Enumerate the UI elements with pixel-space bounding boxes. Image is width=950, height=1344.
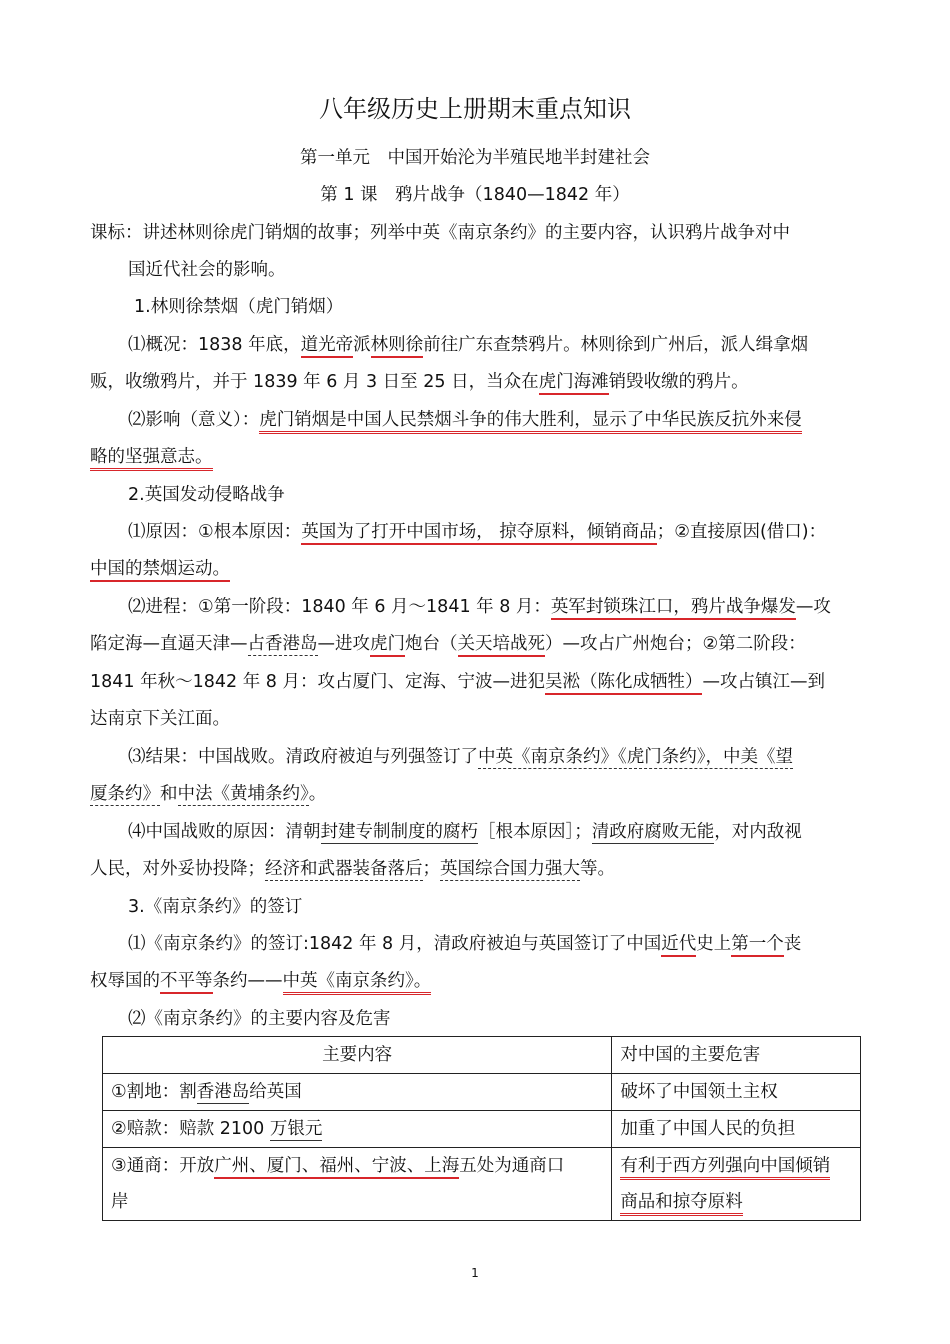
table-cell: 破坏了中国领土主权: [612, 1074, 861, 1111]
s2-cause-line-2: 中国的禁烟运动。: [90, 556, 230, 582]
s1-impact-line-1: ⑵影响（意义）：虎门销烟是中国人民禁烟斗争的伟大胜利，显示了中华民族反抗外来侵: [128, 407, 802, 433]
section-2-heading: 2.英国发动侵略战争: [128, 485, 285, 505]
s2-process-line-4: 达南京下关江面。: [90, 709, 230, 729]
table-row: [103, 1074, 861, 1111]
s2-reasons-line-2: 人民，对外妥协投降；经济和武器装备落后；英国综合国力强大等。: [90, 859, 615, 879]
table-header: 主要内容: [103, 1037, 612, 1074]
s3-signing-line-1: ⑴《南京条约》的签订:1842 年 8 月，清政府被迫与英国签订了中国近代史上第一个丧: [128, 931, 801, 957]
s1-overview-line-2: 贩，收缴鸦片，并于 1839 年 6 月 3 日至 25 日，当众在虎门海滩销毁收缴的鸦片。: [90, 369, 749, 395]
section-1-heading: 1.林则徐禁烟（虎门销烟）: [134, 297, 344, 317]
lesson-title: 第 1 课 鸦片战争（1840—1842 年）: [320, 185, 630, 205]
curriculum-line-2: 国近代社会的影响。: [128, 260, 286, 280]
table-row: [103, 1148, 861, 1221]
table-cell: ③通商：开放广州、厦门、福州、宁波、上海五处为通商口 岸: [103, 1148, 612, 1221]
table-header: 对中国的主要危害: [612, 1037, 861, 1074]
table-cell: ①割地：割香港岛给英国: [103, 1074, 612, 1111]
unit-title: 第一单元 中国开始沦为半殖民地半封建社会: [300, 148, 650, 168]
table-cell: ②赔款：赔款 2100 万银元: [103, 1111, 612, 1148]
page-title: 八年级历史上册期末重点知识: [319, 95, 631, 123]
s2-cause-line-1: ⑴原因：①根本原因：英国为了打开中国市场， 掠夺原料，倾销商品；②直接原因(借口)：: [128, 519, 826, 545]
s1-impact-line-2: 略的坚强意志。: [90, 444, 213, 470]
s2-reasons-line-1: ⑷中国战败的原因：清朝封建专制制度的腐朽［根本原因］；清政府腐败无能，对内敌视: [128, 822, 802, 842]
curriculum-line-1: 课标：讲述林则徐虎门销烟的故事；列举中英《南京条约》的主要内容，认识鸦片战争对中: [90, 223, 790, 243]
table-row: [103, 1111, 861, 1148]
treaty-table: [102, 1036, 861, 1221]
table-cell: 有利于西方列强向中国倾销 商品和掠夺原料: [612, 1148, 861, 1221]
s2-process-line-2: 陷定海—直逼天津—占香港岛—进攻虎门炮台（关天培战死）—攻占广州炮台；②第二阶段：: [90, 631, 806, 657]
s3-signing-line-2: 权辱国的不平等条约——中英《南京条约》。: [90, 968, 431, 994]
s3-content-heading: ⑵《南京条约》的主要内容及危害: [128, 1009, 391, 1029]
s1-overview-line-1: ⑴概况：1838 年底，道光帝派林则徐前往广东查禁鸦片。林则徐到广州后，派人缉拿烟: [128, 332, 808, 358]
section-3-heading: 3.《南京条约》的签订: [128, 897, 303, 917]
table-header-row: [103, 1037, 861, 1074]
s2-process-line-3: 1841 年秋～1842 年 8 月：攻占厦门、定海、宁波—进犯吴淞（陈化成牺牲）—攻占镇江—到: [90, 669, 825, 695]
s2-result-line-1: ⑶结果：中国战败。清政府被迫与列强签订了中英《南京条约》《虎门条约》，中美《望: [128, 747, 793, 767]
s2-process-line-1: ⑵进程：①第一阶段：1840 年 6 月～1841 年 8 月：英军封锁珠江口，鸦片战争爆发—攻: [128, 594, 831, 620]
s2-result-line-2: 厦条约》和中法《黄埔条约》。: [90, 784, 327, 804]
page-number: 1: [471, 1266, 479, 1280]
table-cell: 加重了中国人民的负担: [612, 1111, 861, 1148]
